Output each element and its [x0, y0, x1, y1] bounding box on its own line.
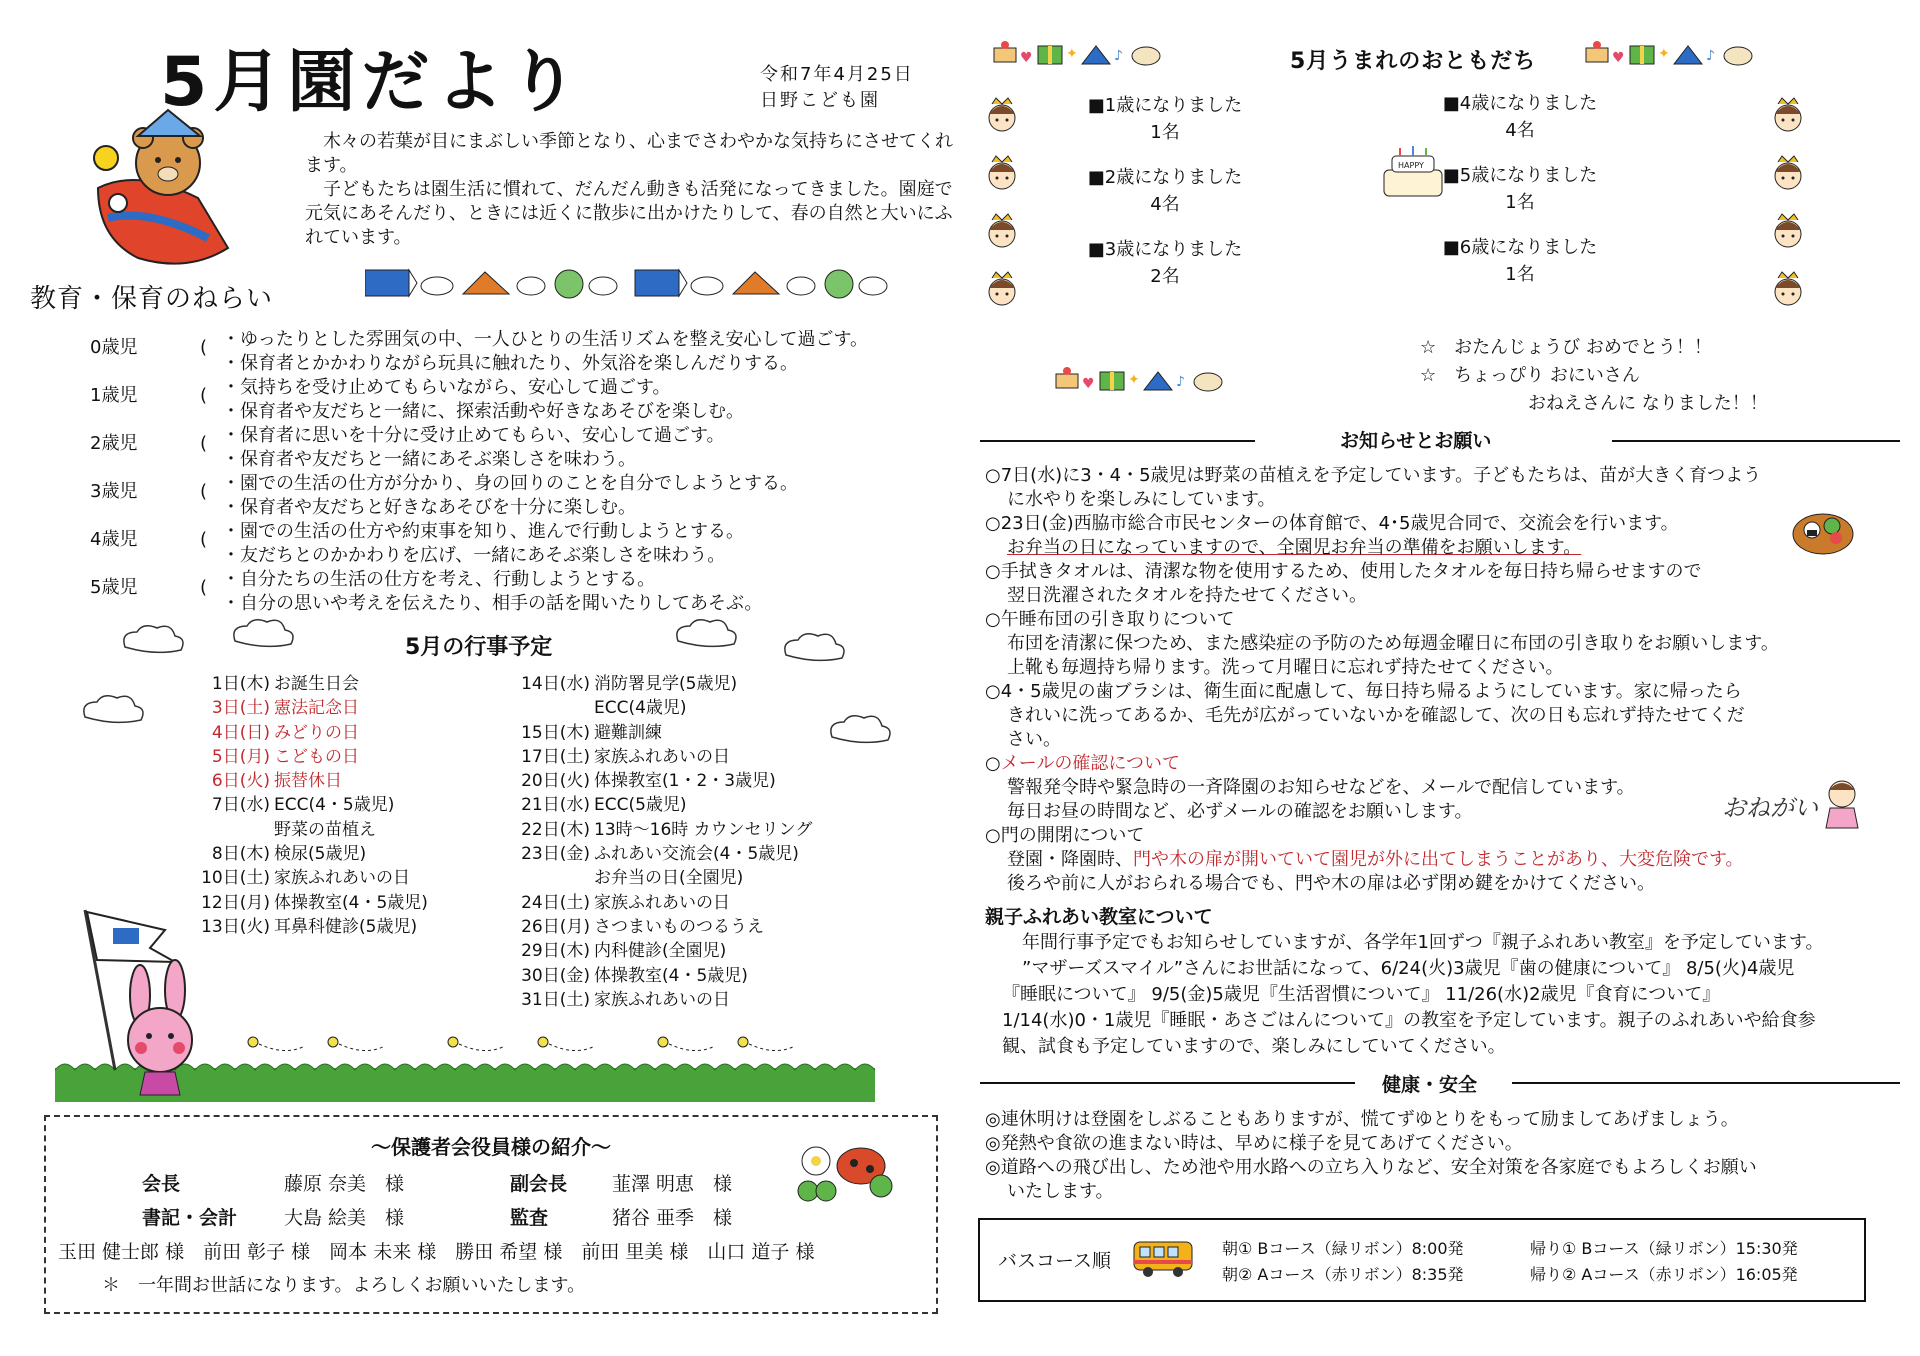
birthday-item — [1065, 236, 1265, 290]
officer-role: 副会長 — [510, 1173, 568, 1195]
birthday-item — [1420, 162, 1620, 216]
aim-line: ・自分の思いや考えを伝えたり、相手の話を聞いたりしてあそぶ。 — [222, 593, 763, 614]
event-row — [510, 818, 812, 842]
issue-date: 令和7年4月25日 — [760, 64, 914, 85]
aim-line: ・保育者とかかわりながら玩具に触れたり、外気浴を楽しんだりする。 — [222, 353, 798, 374]
event-row — [190, 696, 428, 720]
section-divider — [1612, 440, 1900, 442]
oyako-heading: 親子ふれあい教室について — [985, 906, 1213, 928]
officers-heading: ～保護者会役員様の紹介～ — [371, 1135, 611, 1159]
notice-line: きれいに洗ってあるか、毛先が広がっていないかを確認して、次の日も忘れず持たせてくだ — [1007, 705, 1745, 726]
intro-paragraph: 子どもたちは園生活に慣れて、だんだん動きも活発になってきました。園庭で元気にあそんだり、ときには近くに散歩に出かけたりして、春の自然と大いにふれています。 — [305, 179, 953, 248]
aim-row: 5歳児 ( ・自分たちの生活の仕方を考え、行動しようとする。 ・自分の思いや考えを伝えたり、相手の話を聞いたりしてあそぶ。 — [90, 569, 763, 614]
aim-row: 2歳児 ( ・保育者に思いを十分に受け止めてもらい、安心して過ごす。 ・保育者や友だちと一緒にあそぶ楽しさを味わう。 — [90, 425, 725, 470]
notice-line: 上靴も毎週持ち帰ります。洗って月曜日に忘れず持たせてください。 — [1007, 657, 1564, 678]
event-day: 3日(土) — [211, 698, 270, 719]
notice-line: 布団を清潔に保つため、また感染症の予防のため毎週金曜日に布団の引き取りをお願いします。 — [1007, 633, 1779, 654]
aim-line: ・ゆったりとした雰囲気の中、一人ひとりの生活リズムを整え安心して過ごす。 — [222, 329, 869, 350]
aim-age: 3歳児 — [90, 481, 138, 502]
notice-line: 警報発令時や緊急時の一斉降園のお知らせなどを、メールで配信しています。 — [1007, 777, 1635, 798]
ladybug-clover-icon — [786, 1121, 896, 1211]
oyako-line: ”マザーズスマイル”さんにお世話になって、6/24(火)3歳児『歯の健康について』 8/5(火)4歳児 — [1022, 958, 1795, 979]
aim-line: ・保育者や友だちと好きなあそびを十分に楽しむ。 — [222, 497, 636, 518]
health-line: ◎発熱や食欲の進まない時は、早めに様子を見てあげてください。 — [985, 1133, 1523, 1154]
notice-line: ○門の開閉について — [985, 825, 1145, 846]
health-line: ◎道路への飛び出し、ため池や用水路への立ち入りなど、安全対策を各家庭でもよろしくお願い — [985, 1157, 1757, 1178]
event-day: 14日(水) — [521, 674, 590, 694]
event-day: 1日(木) — [211, 674, 270, 694]
event-row — [190, 769, 428, 793]
event-day: 26日(月) — [521, 916, 590, 937]
event-text: 耳鼻科健診(5歳児) — [274, 916, 418, 937]
bus-icon — [1132, 1238, 1196, 1280]
aim-age: 5歳児 — [90, 577, 138, 598]
event-row — [190, 842, 428, 866]
aim-line: ・園での生活の仕方や約束事を知り、進んで行動しようとする。 — [222, 521, 744, 542]
aim-age: 0歳児 — [90, 337, 138, 358]
section-divider — [980, 440, 1255, 442]
event-text: 避難訓練 — [594, 722, 662, 743]
svg-text:♥: ♥ — [1020, 50, 1033, 66]
health-line: ◎連休明けは登園をしぶることもありますが、慌てずゆとりをもって励ましてあげましょう。 — [985, 1109, 1739, 1130]
event-row — [510, 721, 812, 745]
event-text: 憲法記念日 — [274, 698, 359, 719]
cake-gift-decoration — [990, 36, 1240, 70]
officer-role: 監査 — [510, 1207, 549, 1229]
event-day: 8日(木) — [211, 844, 270, 865]
birthday-item — [1065, 164, 1265, 218]
birthday-count: 1名 — [1505, 264, 1535, 285]
event-day: 17日(土) — [521, 746, 590, 767]
officer-role: 書記・会計 — [142, 1207, 238, 1229]
event-row — [190, 745, 428, 769]
aim-age: 4歳児 — [90, 529, 138, 550]
event-day: 22日(木) — [521, 819, 590, 840]
event-day: 7日(水) — [211, 795, 270, 816]
event-text: 体操教室(4・5歳児) — [594, 965, 748, 986]
birthday-label: ■2歳になりました — [1087, 167, 1243, 188]
issue-info — [760, 62, 914, 114]
event-row — [190, 866, 428, 890]
event-text: 振替休日 — [274, 771, 342, 792]
event-text: 体操教室(1・2・3歳児) — [594, 771, 776, 792]
aims-list — [90, 328, 960, 616]
aim-line: ・園での生活の仕方が分かり、身の回りのことを自分でしようとする。 — [222, 473, 798, 494]
notice-line: 翌日洗濯されたタオルを持たせてください。 — [1007, 585, 1367, 606]
event-text: お弁当の日(全園児) — [594, 868, 744, 889]
event-text: 家族ふれあいの日 — [274, 868, 410, 889]
event-day — [510, 866, 594, 890]
birthday-label: ■5歳になりました — [1442, 165, 1598, 186]
notice-line: 毎日お昼の時間など、必ずメールの確認をお願いします。 — [1007, 801, 1473, 822]
event-day: 31日(土) — [521, 989, 590, 1010]
aim-row: 1歳児 ( ・気持ちを受け止めてもらいながら、安心して過ごす。 ・保育者や友だちと一緒に、探索活動や好きなあそびを楽しむ。 — [90, 377, 744, 422]
event-text: ECC(5歳児) — [594, 795, 687, 816]
notice-line: ○23日(金)西脇市総合市民センターの体育館で、4･5歳児合同で、交流会を行います。 — [985, 513, 1679, 534]
aim-line: ・保育者や友だちと一緒にあそぶ楽しさを味わう。 — [222, 449, 636, 470]
bus-morning-2: 朝② Aコース（赤リボン）8:35発 — [1222, 1265, 1464, 1284]
event-row — [510, 793, 812, 817]
event-row — [190, 672, 428, 696]
svg-text:✦: ✦ — [1066, 46, 1078, 62]
event-day: 10日(土) — [201, 868, 270, 889]
event-day: 12日(月) — [201, 892, 270, 913]
birthday-label: ■4歳になりました — [1442, 93, 1598, 114]
event-text: 家族ふれあいの日 — [594, 989, 730, 1010]
birthday-label: ■1歳になりました — [1087, 95, 1243, 116]
page-title: 5月園だより — [160, 43, 584, 122]
event-row — [190, 818, 428, 842]
event-row — [190, 721, 428, 745]
birthday-count: 4名 — [1505, 120, 1535, 141]
event-day — [190, 818, 274, 842]
svg-text:HAPPY: HAPPY — [1398, 161, 1424, 170]
oyako-line: 『睡眠について』 9/5(金)5歳児『生活習慣について』 11/26(水)2歳児『食育について』 — [1002, 984, 1721, 1005]
event-day: 15日(木) — [521, 722, 590, 743]
event-row — [510, 672, 812, 696]
notices-list — [985, 464, 1900, 896]
notice-line: ○4・5歳児の歯ブラシは、衛生面に配慮して、毎日持ち帰るようにしています。家に帰ったら — [985, 681, 1742, 702]
notices-heading: お知らせとお願い — [1340, 430, 1492, 452]
birthday-count: 2名 — [1150, 266, 1180, 287]
bus-course-box — [978, 1218, 1866, 1302]
bento-icon — [1790, 500, 1856, 556]
officer-members: 玉田 健士郎 様 前田 彰子 様 岡本 未来 様 勝田 希望 様 前田 里美 様 山口 道子 様 — [58, 1241, 815, 1263]
event-text: こどもの日 — [274, 746, 359, 767]
koinobori-kabuto-border — [365, 266, 895, 302]
bus-morning-1: 朝① Bコース（緑リボン）8:00発 — [1222, 1239, 1464, 1258]
aim-row: 0歳児 ( ・ゆったりとした雰囲気の中、一人ひとりの生活リズムを整え安心して過ごす。 ・保育者とかかわりながら玩具に触れたり、外気浴を楽しんだりする。 — [90, 329, 869, 374]
event-day: 21日(水) — [521, 795, 590, 816]
officer-name: 藤原 奈美 様 — [284, 1173, 405, 1195]
officers-box — [44, 1115, 938, 1314]
notice-line-red: メールの確認について — [1000, 753, 1180, 774]
event-text: 検尿(5歳児) — [274, 844, 367, 865]
notice-line: ○7日(水)に3・4・5歳児は野菜の苗植えを予定しています。子どもたちは、苗が大きく育つよう — [985, 465, 1762, 486]
health-list — [985, 1108, 1757, 1204]
event-text: ECC(4・5歳児) — [274, 795, 395, 816]
aim-line: ・保育者に思いを十分に受け止めてもらい、安心して過ごす。 — [222, 425, 725, 446]
children-faces-right — [1768, 96, 1808, 336]
bear-koinobori-illustration — [78, 108, 243, 273]
event-text: 消防署見学(5歳児) — [594, 674, 738, 694]
aim-line: ・気持ちを受け止めてもらいながら、安心して過ごす。 — [222, 377, 671, 398]
notice-line: ○午睡布団の引き取りについて — [985, 609, 1235, 630]
event-day: 20日(火) — [521, 771, 590, 792]
officer-name: 韮澤 明恵 様 — [612, 1173, 733, 1195]
birthday-right-list — [1420, 90, 1620, 288]
event-text: 家族ふれあいの日 — [594, 746, 730, 767]
birthday-count: 1名 — [1505, 192, 1535, 213]
oyako-line: 観、試食も予定していますので、楽しみにしていてください。 — [1002, 1036, 1506, 1057]
birthday-count: 4名 — [1150, 194, 1180, 215]
children-faces-left — [982, 96, 1022, 336]
events-heading: 5月の行事予定 — [405, 635, 553, 660]
event-text: みどりの日 — [274, 722, 359, 743]
notice-line: 登園・降園時、 — [1007, 849, 1133, 870]
oyako-line: 1/14(水)0・1歳児『睡眠・あさごはんについて』の教室を予定しています。親子のふれあいや給食参 — [1002, 1010, 1816, 1031]
birthday-congrats: ☆ おたんじょうび おめでとう！！ ☆ ちょっぴり おにいさん おねえさんに なりました！！ — [1420, 337, 1768, 414]
event-text: ECC(4歳児) — [594, 698, 687, 719]
event-row — [510, 769, 812, 793]
event-day — [510, 696, 594, 720]
intro-paragraph: 木々の若葉が目にまぶしい季節となり、心までさわやかな気持ちにさせてくれます。 — [305, 131, 953, 176]
notice-bullet: ○ — [985, 753, 1001, 774]
girl-bowing-icon — [1820, 776, 1866, 830]
event-row — [510, 866, 812, 890]
birthday-label: ■6歳になりました — [1442, 237, 1598, 258]
event-day: 6日(火) — [211, 771, 270, 792]
event-row — [510, 842, 812, 866]
onegai-text: おねがい — [1722, 794, 1818, 822]
event-day: 29日(木) — [521, 941, 590, 962]
officer-role: 会長 — [142, 1173, 181, 1195]
health-heading: 健康・安全 — [1382, 1074, 1478, 1096]
aim-age: 1歳児 — [90, 385, 138, 406]
birthday-label: ■3歳になりました — [1087, 239, 1243, 260]
oyako-text — [1002, 930, 1823, 1060]
school-name: 日野こども園 — [760, 90, 880, 111]
cake-gift-decoration — [1052, 362, 1362, 396]
event-text: 13時～16時 カウンセリング — [594, 819, 813, 840]
event-text: さつまいものつるうえ — [594, 916, 764, 937]
notice-line: さい。 — [1007, 729, 1061, 750]
section-divider — [1512, 1082, 1900, 1084]
notice-line-underlined: お弁当の日になっていますので、全園児お弁当の準備をお願いします。 — [1007, 537, 1582, 558]
cake-gift-decoration — [1582, 36, 1832, 70]
event-day: 23日(金) — [521, 844, 590, 865]
officer-name: 猪谷 亜季 様 — [612, 1207, 733, 1229]
event-row — [190, 793, 428, 817]
rabbit-grass-illustration — [55, 900, 885, 1105]
event-text: 野菜の苗植え — [274, 819, 376, 840]
svg-text:♪: ♪ — [1114, 48, 1123, 64]
event-text: お誕生日会 — [274, 674, 359, 694]
birthday-item — [1420, 90, 1620, 144]
aim-line: ・自分たちの生活の仕方を考え、行動しようとする。 — [222, 569, 656, 590]
event-row — [510, 696, 812, 720]
event-text: 家族ふれあいの日 — [594, 892, 730, 913]
aim-row: 3歳児 ( ・園での生活の仕方が分かり、身の回りのことを自分でしようとする。 ・保育者や友だちと好きなあそびを十分に楽しむ。 — [90, 473, 798, 518]
birthday-item — [1420, 234, 1620, 288]
aim-line: ・保育者や友だちと一緒に、探索活動や好きなあそびを楽しむ。 — [222, 401, 744, 422]
aim-line: ・友だちとのかかわりを広げ、一緒にあそぶ楽しさを味わう。 — [222, 545, 726, 566]
event-text: 体操教室(4・5歳児) — [274, 892, 428, 913]
bus-return-2: 帰り② Aコース（赤リボン）16:05発 — [1530, 1265, 1798, 1284]
birthday-left-list — [1065, 92, 1265, 290]
health-line: いたします。 — [1007, 1181, 1114, 1202]
notice-line: ○手拭きタオルは、清潔な物を使用するため、使用したタオルを毎日持ち帰らせますので — [985, 561, 1702, 582]
event-day: 24日(土) — [521, 892, 590, 913]
section-divider — [980, 1082, 1355, 1084]
birthday-item — [1065, 92, 1265, 146]
notice-line: 後ろや前に人がおられる場合でも、門や木の扉は必ず閉め鍵をかけてください。 — [1007, 873, 1655, 894]
aim-age: 2歳児 — [90, 433, 138, 454]
event-day: 5日(月) — [211, 746, 270, 767]
oyako-line: 年間行事予定でもお知らせしていますが、各学年1回ずつ『親子ふれあい教室』を予定しています。 — [1022, 932, 1824, 953]
aim-row: 4歳児 ( ・園での生活の仕方や約束事を知り、進んで行動しようとする。 ・友だちとのかかわりを広げ、一緒にあそぶ楽しさを味わう。 — [90, 521, 744, 566]
intro-text — [305, 130, 955, 250]
event-day: 13日(火) — [201, 916, 270, 937]
officer-name: 大島 絵美 様 — [284, 1207, 405, 1229]
birthday-count: 1名 — [1150, 122, 1180, 143]
event-day: 4日(日) — [211, 722, 270, 743]
notice-line-red: 門や木の扉が開いていて園児が外に出てしまうことがあり、大変危険です。 — [1133, 849, 1744, 870]
event-day: 30日(金) — [521, 965, 590, 986]
event-text: 内科健診(全園児) — [594, 941, 727, 962]
officers-note: ＊ 一年間お世話になります。よろしくお願いいたします。 — [102, 1275, 586, 1296]
event-text: ふれあい交流会(4・5歳児) — [594, 844, 799, 865]
bus-return-1: 帰り① Bコース（緑リボン）15:30発 — [1530, 1239, 1798, 1258]
notice-line: に水やりを楽しみにしています。 — [1007, 489, 1276, 510]
event-row — [510, 745, 812, 769]
birthday-heading: 5月うまれのおともだち — [1290, 49, 1537, 74]
bus-label: バスコース順 — [998, 1250, 1112, 1272]
aims-heading: 教育・保育のねらい — [30, 284, 274, 314]
